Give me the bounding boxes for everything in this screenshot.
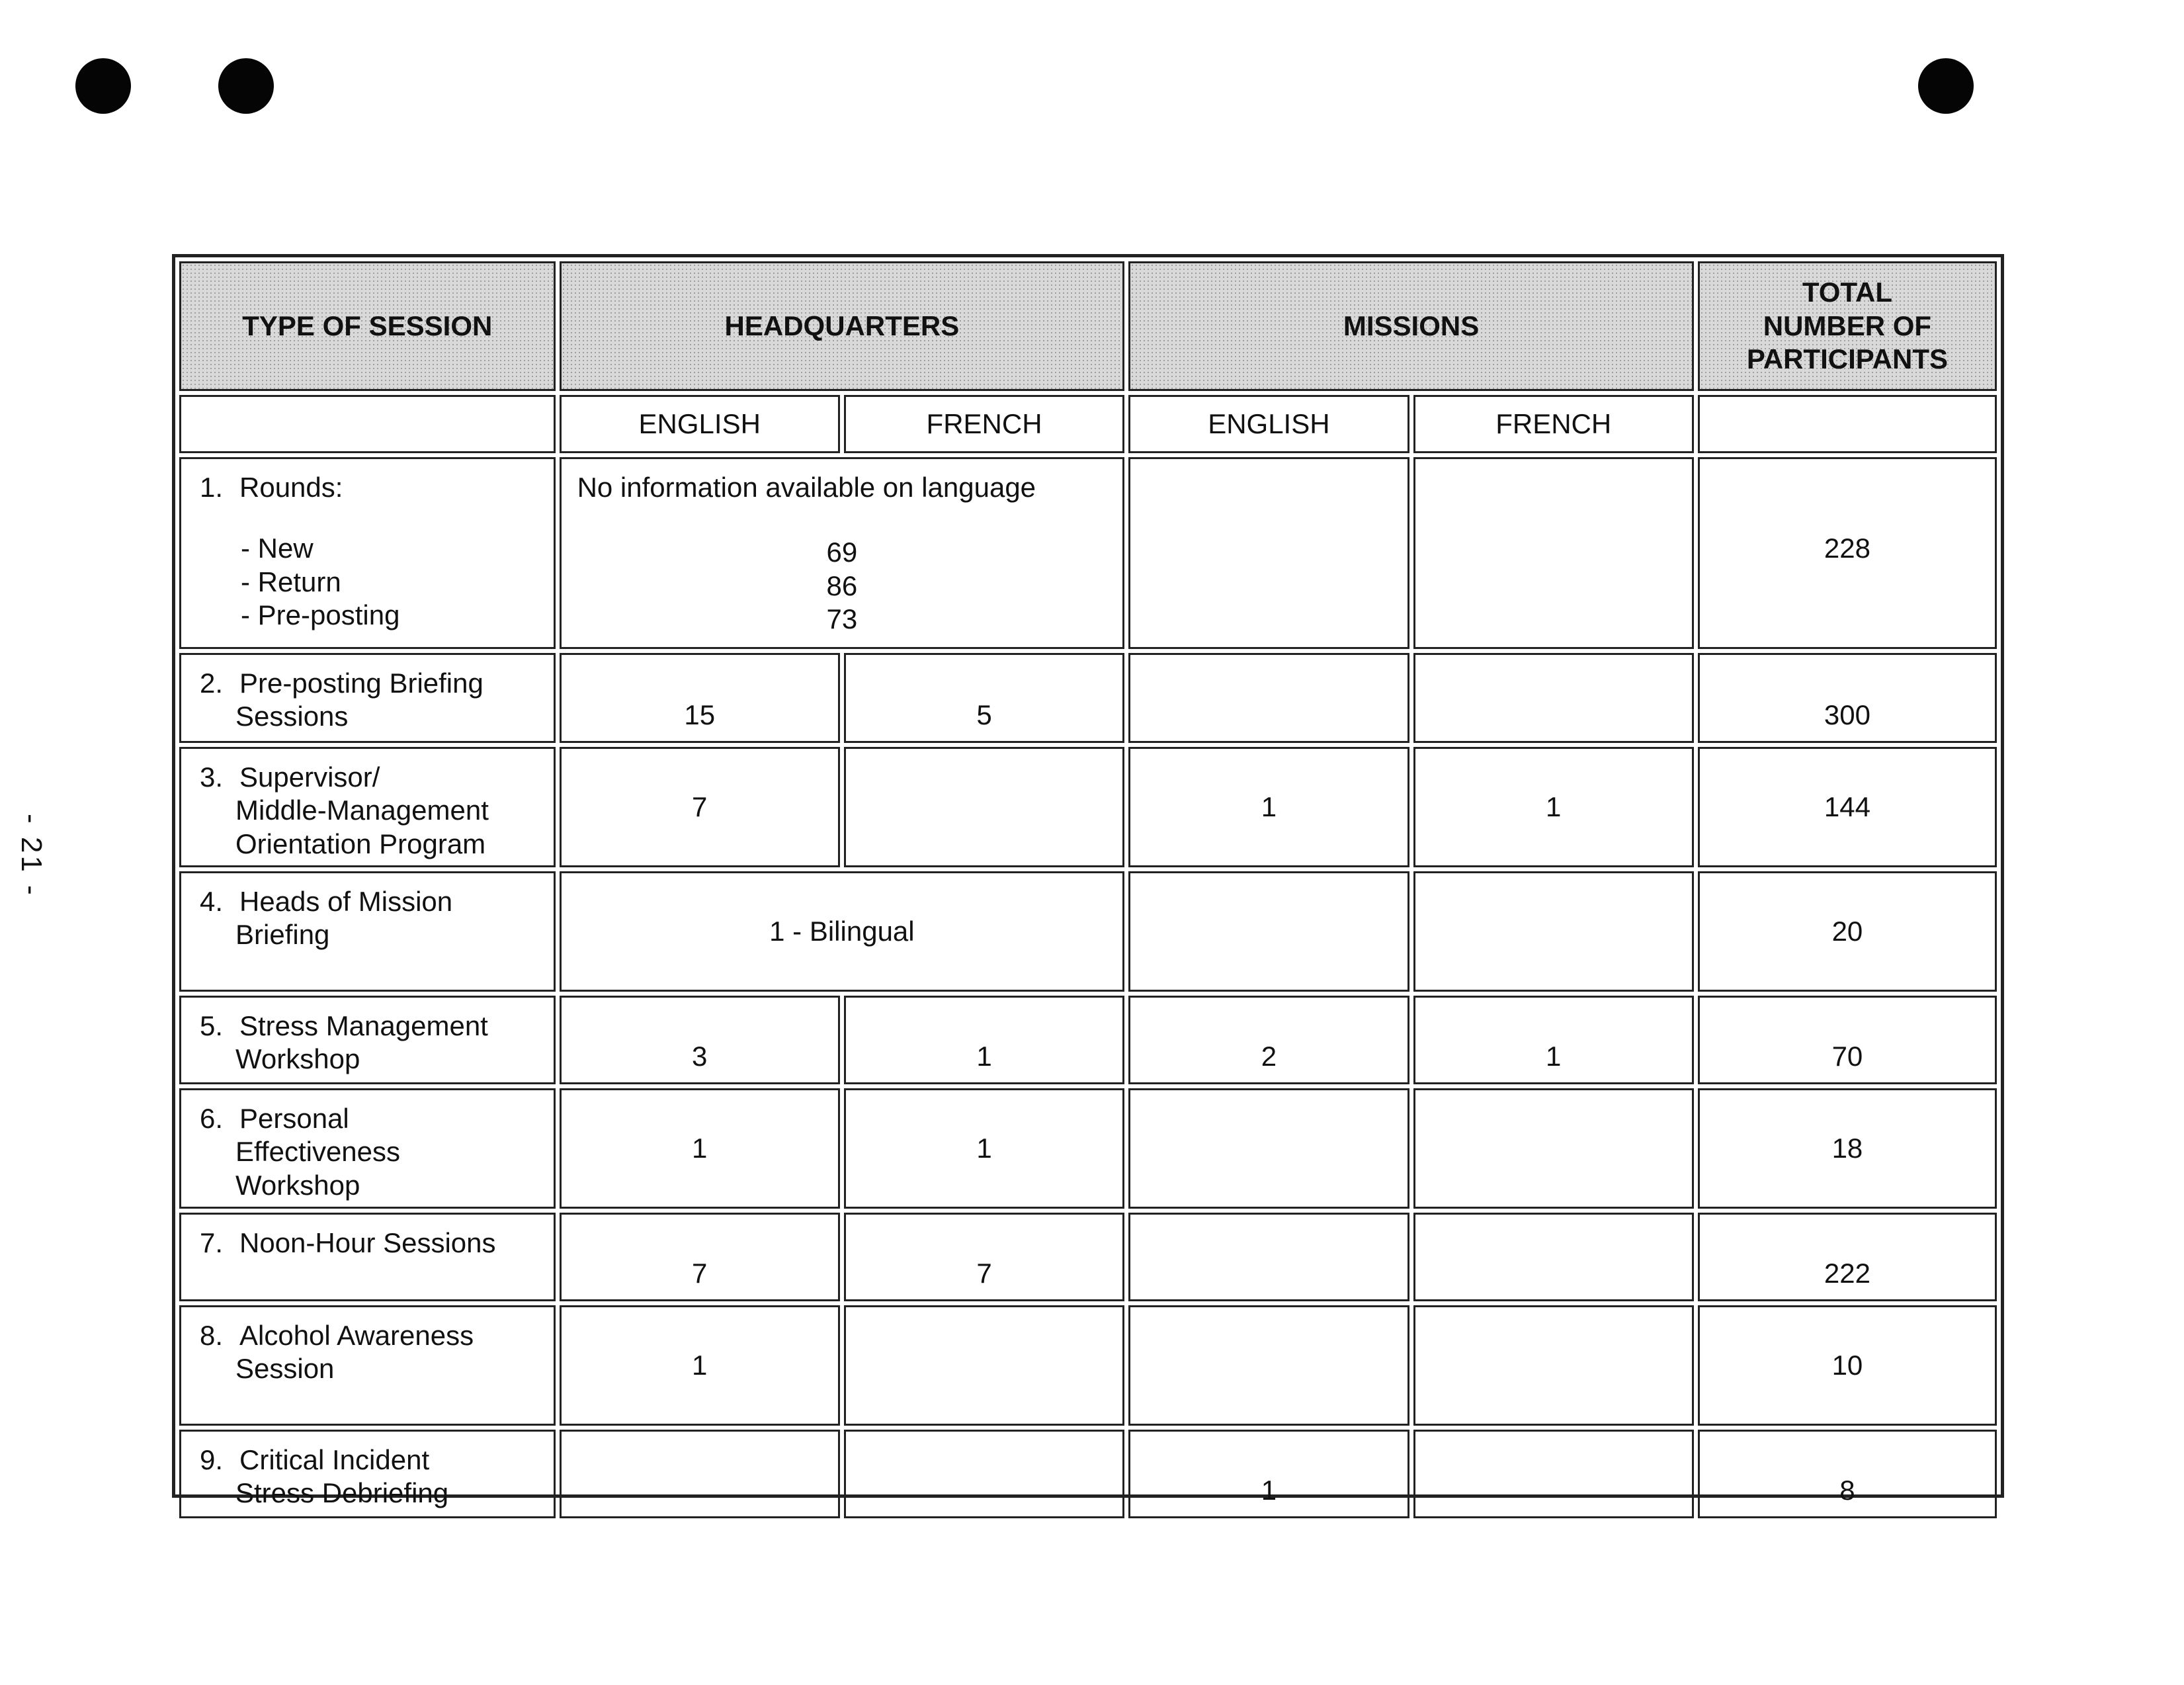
- subheader-empty-type: [179, 395, 556, 453]
- table-row: [179, 1213, 1997, 1301]
- header-row: [179, 261, 1997, 391]
- sessions-table: [172, 254, 2004, 1509]
- hq-french-cell: 1: [844, 1088, 1124, 1209]
- missions-french-cell: [1413, 1305, 1694, 1426]
- value-return: 86: [826, 570, 858, 601]
- table-row: [179, 996, 1997, 1084]
- missions-english-cell: 2: [1128, 996, 1409, 1084]
- session-label-line2: Session: [235, 1353, 335, 1385]
- table-row: [179, 871, 1997, 992]
- session-label: Rounds:: [239, 472, 343, 503]
- missions-french-cell: [1413, 457, 1694, 649]
- missions-english-cell: [1128, 457, 1409, 649]
- row-number: 9.: [200, 1444, 224, 1475]
- table-row: [179, 457, 1997, 649]
- header-total-line1: TOTAL: [1802, 277, 1892, 308]
- session-type-cell: [179, 457, 556, 649]
- table-row: [179, 747, 1997, 867]
- row-number: 1.: [200, 472, 224, 503]
- session-type-cell: [179, 653, 556, 743]
- hq-french-cell: 7: [844, 1213, 1124, 1301]
- row-number: 4.: [200, 886, 224, 917]
- missions-french-cell: [1413, 1213, 1694, 1301]
- header-total-participants: [1698, 261, 1997, 391]
- hq-english-cell: 3: [560, 996, 840, 1084]
- hq-french-cell: 1: [844, 996, 1124, 1084]
- missions-french-cell: [1413, 871, 1694, 992]
- value-new: 69: [826, 537, 858, 568]
- missions-english-cell: [1128, 1213, 1409, 1301]
- header-total-line3: PARTICIPANTS: [1746, 343, 1948, 375]
- session-label-line2: Workshop: [235, 1043, 360, 1075]
- no-language-info-note: No information available on language: [577, 472, 1036, 503]
- session-label-line1: Stress Management: [239, 1010, 488, 1041]
- punch-hole-left: [75, 58, 131, 114]
- total-cell: 300: [1698, 653, 1997, 743]
- header-type-of-session: TYPE OF SESSION: [179, 261, 556, 391]
- row-number: 3.: [200, 761, 224, 793]
- total-cell: 10: [1698, 1305, 1997, 1426]
- table-row: [179, 653, 1997, 743]
- missions-english-cell: 1: [1128, 1430, 1409, 1518]
- punch-hole-right: [1918, 58, 1974, 114]
- header-headquarters: HEADQUARTERS: [560, 261, 1125, 391]
- session-label-line1: Heads of Mission: [239, 886, 453, 917]
- session-label-line3: Orientation Program: [235, 828, 486, 859]
- subheader-hq-english: ENGLISH: [560, 395, 840, 453]
- total-cell: 70: [1698, 996, 1997, 1084]
- session-label-line2: Briefing: [235, 919, 330, 951]
- subheader-missions-english: ENGLISH: [1128, 395, 1409, 453]
- missions-english-cell: [1128, 653, 1409, 743]
- session-label-line1: Alcohol Awareness: [239, 1320, 474, 1351]
- session-label-line1: Personal: [239, 1103, 349, 1134]
- session-type-cell: [179, 1213, 556, 1301]
- hq-french-cell: [844, 1430, 1124, 1518]
- total-cell: 228: [1698, 457, 1997, 649]
- total-cell: 144: [1698, 747, 1997, 867]
- row-number: 7.: [200, 1227, 224, 1258]
- session-type-cell: [179, 871, 556, 992]
- page-number: - 21 -: [15, 814, 48, 898]
- row-number: 8.: [200, 1320, 224, 1351]
- hq-english-cell: 1: [560, 1305, 840, 1426]
- missions-english-cell: 1: [1128, 747, 1409, 867]
- missions-english-cell: [1128, 1305, 1409, 1426]
- session-label-line1: Critical Incident: [239, 1444, 430, 1475]
- subheader-hq-french: FRENCH: [844, 395, 1124, 453]
- hq-french-cell: [844, 1305, 1124, 1426]
- sub-session-return: - Return: [241, 566, 341, 597]
- session-type-cell: [179, 1305, 556, 1426]
- session-type-cell: [179, 996, 556, 1084]
- total-cell: 20: [1698, 871, 1997, 992]
- hq-french-cell: 5: [844, 653, 1124, 743]
- hq-combined-cell: [560, 457, 1125, 649]
- subheader-row: [179, 395, 1997, 453]
- missions-french-cell: 1: [1413, 996, 1694, 1084]
- missions-english-cell: [1128, 1088, 1409, 1209]
- session-label-line3: Workshop: [235, 1169, 360, 1201]
- row-number: 2.: [200, 668, 224, 699]
- hq-english-cell: [560, 1430, 840, 1518]
- session-label-line1: Supervisor/: [239, 761, 380, 793]
- total-cell: 18: [1698, 1088, 1997, 1209]
- hq-bilingual-cell: 1 - Bilingual: [560, 871, 1125, 992]
- table-row: [179, 1430, 1997, 1518]
- session-label-line2: Sessions: [235, 701, 349, 732]
- missions-french-cell: [1413, 653, 1694, 743]
- table-row: [179, 1088, 1997, 1209]
- missions-english-cell: [1128, 871, 1409, 992]
- subheader-empty-total: [1698, 395, 1997, 453]
- subheader-missions-french: FRENCH: [1413, 395, 1694, 453]
- hq-english-cell: 7: [560, 1213, 840, 1301]
- session-type-cell: [179, 1430, 556, 1518]
- header-total-line2: NUMBER OF: [1763, 310, 1932, 341]
- missions-french-cell: 1: [1413, 747, 1694, 867]
- punch-hole-center-left: [218, 58, 274, 114]
- hq-english-cell: 15: [560, 653, 840, 743]
- value-pre-posting: 73: [826, 603, 858, 635]
- total-cell: 222: [1698, 1213, 1997, 1301]
- header-missions: MISSIONS: [1128, 261, 1694, 391]
- row-number: 6.: [200, 1103, 224, 1134]
- session-label-line2: Middle-Management: [235, 795, 489, 826]
- hq-french-cell: [844, 747, 1124, 867]
- table-row: [179, 1305, 1997, 1426]
- session-label-line2: Stress Debriefing: [235, 1477, 449, 1509]
- hq-english-cell: 7: [560, 747, 840, 867]
- session-label-line1: Pre-posting Briefing: [239, 668, 483, 699]
- session-type-cell: [179, 747, 556, 867]
- row-number: 5.: [200, 1010, 224, 1041]
- session-type-cell: [179, 1088, 556, 1209]
- sub-session-new: - New: [241, 533, 314, 564]
- missions-french-cell: [1413, 1088, 1694, 1209]
- sub-session-pre-posting: - Pre-posting: [241, 599, 400, 631]
- missions-french-cell: [1413, 1430, 1694, 1518]
- total-cell: 8: [1698, 1430, 1997, 1518]
- hq-english-cell: 1: [560, 1088, 840, 1209]
- session-label-line1: Noon-Hour Sessions: [239, 1227, 496, 1258]
- session-label-line2: Effectiveness: [235, 1136, 401, 1168]
